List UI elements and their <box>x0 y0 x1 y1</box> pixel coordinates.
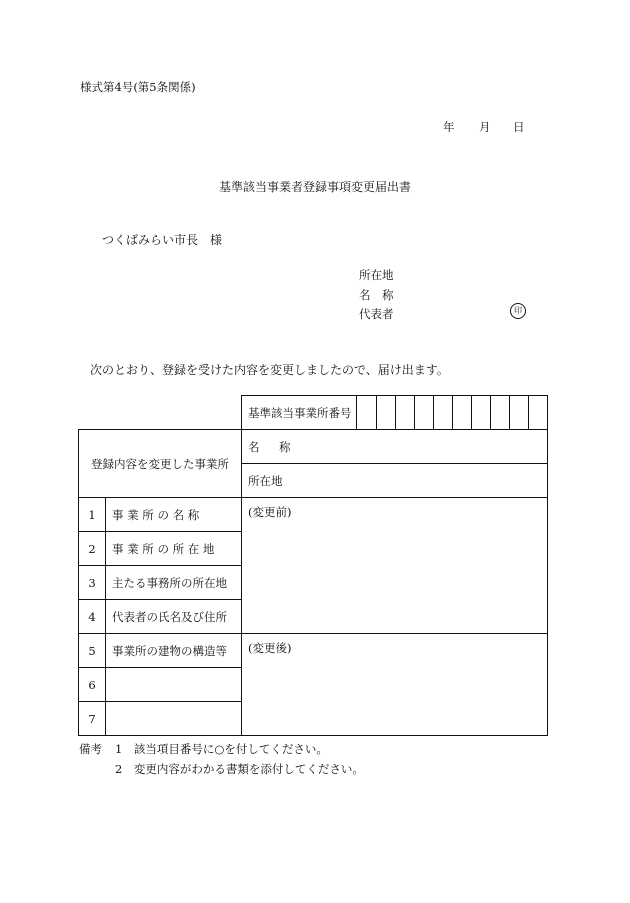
note-item: 1 該当項目番号に○を付してください。 <box>115 742 328 756</box>
item-number: 1 <box>79 498 106 532</box>
item-number: 3 <box>79 566 106 600</box>
date-day-label: 日 <box>513 120 525 134</box>
date-year-label: 年 <box>443 120 455 134</box>
registration-number-digit[interactable] <box>510 396 529 430</box>
item-label: 事 業 所 の 名 称 <box>106 498 242 532</box>
after-change-field[interactable]: (変更後) <box>242 634 548 736</box>
notes-heading: 備考 <box>79 742 102 756</box>
registration-number-digit[interactable] <box>529 396 548 430</box>
item-label: 事業所の建物の構造等 <box>106 634 242 668</box>
item-label: 代表者の氏名及び住所 <box>106 600 242 634</box>
registration-number-digit[interactable] <box>415 396 434 430</box>
item-label: 主たる事務所の所在地 <box>106 566 242 600</box>
item-number: 7 <box>79 702 106 736</box>
form-code: 様式第4号(第5条関係) <box>80 80 196 94</box>
item-number: 2 <box>79 532 106 566</box>
applicant-name-label: 名 称 <box>359 288 394 302</box>
office-name-field[interactable]: 名 称 <box>242 430 548 464</box>
before-change-field[interactable]: (変更前) <box>242 498 548 634</box>
item-label-blank[interactable] <box>106 668 242 702</box>
registration-number-digit[interactable] <box>396 396 415 430</box>
intro-text: 次のとおり、登録を受けた内容を変更しましたので、届け出ます。 <box>90 363 449 377</box>
note-item: 2 変更内容がわかる書類を添付してください。 <box>115 762 364 776</box>
item-number: 4 <box>79 600 106 634</box>
applicant-representative-label: 代表者 <box>359 307 394 321</box>
registration-number-digit[interactable] <box>453 396 472 430</box>
change-form-table <box>78 395 548 736</box>
applicant-address-label: 所在地 <box>359 268 394 282</box>
registration-number-digit[interactable] <box>357 396 377 430</box>
date-month-label: 月 <box>479 120 491 134</box>
registration-number-digit[interactable] <box>434 396 453 430</box>
item-label: 事 業 所 の 所 在 地 <box>106 532 242 566</box>
registration-number-digit[interactable] <box>377 396 396 430</box>
addressee: つくばみらい市長 様 <box>102 233 223 247</box>
registration-number-label: 基準該当事業所番号 <box>242 396 357 430</box>
office-address-field[interactable]: 所在地 <box>242 464 548 498</box>
seal-mark: 印 <box>510 303 526 319</box>
registration-number-digit[interactable] <box>472 396 491 430</box>
item-number: 5 <box>79 634 106 668</box>
changed-office-label: 登録内容を変更した事業所 <box>79 430 242 498</box>
registration-number-digit[interactable] <box>491 396 510 430</box>
document-title: 基準該当事業者登録事項変更届出書 <box>218 180 411 194</box>
item-label-blank[interactable] <box>106 702 242 736</box>
item-number: 6 <box>79 668 106 702</box>
table-spacer <box>79 396 242 430</box>
